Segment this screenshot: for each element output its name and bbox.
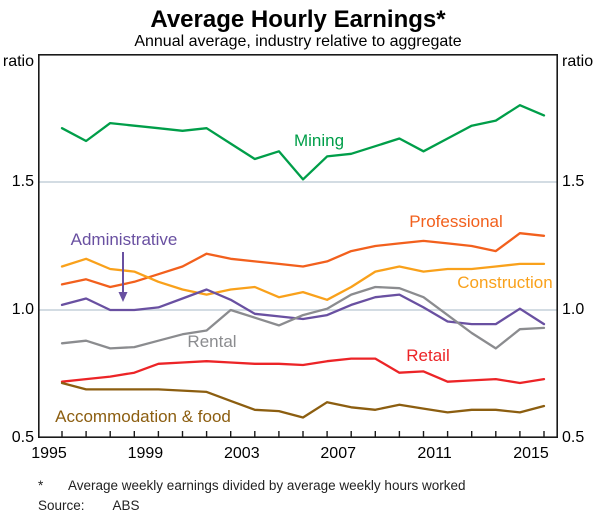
x-tick-label-2007: 2007 (320, 445, 356, 462)
accommodation-food-label: Accommodation & food (55, 407, 231, 426)
footnote-text: Average weekly earnings divided by average weekly hours worked (68, 478, 466, 493)
retail-label: Retail (406, 346, 450, 365)
source-line (38, 498, 140, 513)
x-tick-label-2015: 2015 (513, 445, 549, 462)
y-tick-label-right-1.0: 1.0 (562, 301, 585, 318)
y-tick-label-right-1.5: 1.5 (562, 173, 585, 190)
chart-title: Average Hourly Earnings* (150, 6, 446, 33)
y-tick-label-right-0.5: 0.5 (562, 429, 585, 446)
x-tick-label-2011: 2011 (417, 445, 452, 462)
y-axis-unit-right: ratio (562, 53, 594, 70)
footnote (38, 478, 465, 493)
rental-label: Rental (187, 332, 237, 351)
footnote-marker: * (38, 478, 44, 493)
y-tick-label-left-1.0: 1.0 (11, 301, 34, 318)
x-tick-label-1995: 1995 (31, 445, 67, 462)
source-value: ABS (112, 498, 140, 513)
x-tick-label-1999: 1999 (127, 445, 164, 462)
retail-line (62, 359, 544, 383)
x-tick-label-2003: 2003 (224, 445, 260, 462)
professional-label: Professional (409, 212, 503, 231)
source-label: Source: (38, 498, 85, 513)
administrative-arrow-head (119, 292, 128, 302)
y-axis-unit-left: ratio (2, 53, 34, 70)
rental-line (62, 287, 544, 348)
y-tick-label-left-1.5: 1.5 (11, 173, 34, 190)
administrative-label: Administrative (70, 230, 178, 249)
chart-subtitle: Annual average, industry relative to aggregate (134, 33, 462, 50)
construction-label: Construction (457, 273, 553, 292)
y-tick-label-left-0.5: 0.5 (11, 429, 34, 446)
mining-label: Mining (293, 131, 345, 150)
administrative-line (62, 290, 544, 325)
